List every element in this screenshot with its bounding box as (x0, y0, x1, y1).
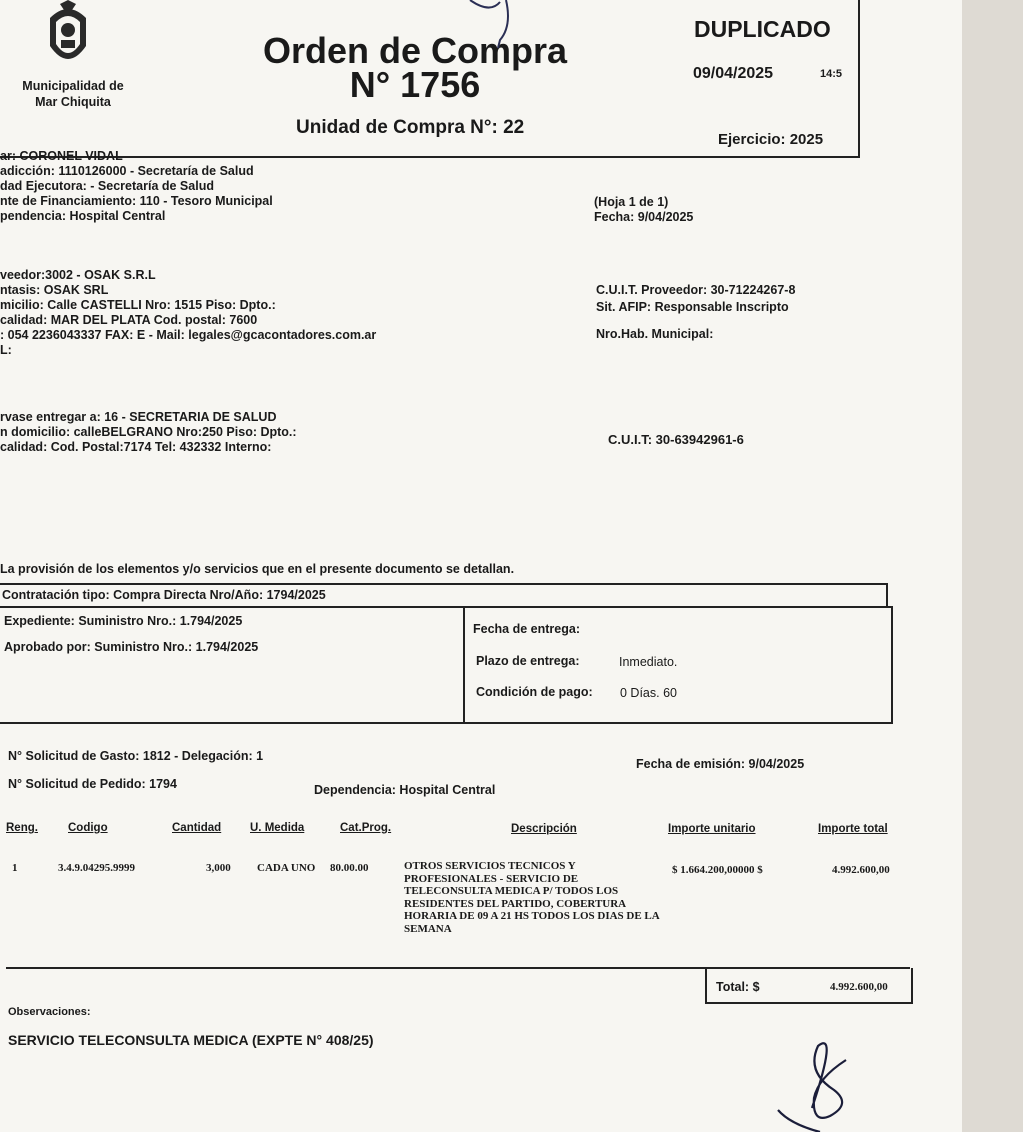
exercise-year: Ejercicio: 2025 (718, 131, 824, 148)
col-codigo-header: Codigo (68, 822, 108, 834)
total-value: 4.992.600,00 (830, 981, 888, 993)
total-label: Total: $ (716, 980, 760, 994)
bottom-signature-stroke (778, 1043, 846, 1132)
observations-label: Observaciones: (8, 1006, 91, 1018)
issue-date: Fecha de emisión: 9/04/2025 (636, 757, 805, 771)
delivery-date-label: Fecha de entrega: (473, 622, 580, 636)
supplier-line: ntasis: OSAK SRL (0, 283, 109, 297)
delivery-line: calidad: Cod. Postal:7174 Tel: 432332 Interno: (0, 440, 272, 454)
delivery-term-label: Plazo de entrega: (476, 654, 580, 668)
payment-condition-value: 0 Días. 60 (620, 686, 677, 700)
delivery-term-value: Inmediato. (619, 655, 678, 669)
supplier-cuit: C.U.I.T. Proveedor: 30-71224267-8 (596, 283, 796, 297)
expense-request: N° Solicitud de Gasto: 1812 - Delegación: 1 (8, 749, 264, 763)
payment-condition-label: Condición de pago: (476, 685, 593, 699)
col-medida-header: U. Medida (250, 822, 305, 834)
info-line: pendencia: Hospital Central (0, 209, 166, 223)
info-line: ar: CORONEL VIDAL (0, 149, 123, 163)
row-total: 4.992.600,00 (832, 864, 890, 876)
row-reng: 1 (12, 862, 18, 874)
supplier-line: L: (0, 343, 12, 357)
approved-by: Aprobado por: Suministro Nro.: 1.794/2025 (4, 640, 259, 654)
col-reng-header: Reng. (6, 822, 38, 834)
supplier-line: micilio: Calle CASTELLI Nro: 1515 Piso: Dpto.: (0, 298, 276, 312)
row-cantidad: 3,000 (206, 862, 231, 874)
row-codigo: 3.4.9.04295.9999 (58, 862, 135, 874)
info-line: adicción: 1110126000 - Secretaría de Salud (0, 164, 254, 178)
observations-text: SERVICIO TELECONSULTA MEDICA (EXPTE N° 408/25) (8, 1032, 374, 1048)
col-total-header: Importe total (818, 823, 888, 835)
supplier-line: : 054 2236043337 FAX: E - Mail: legales@gcacontadores.com.ar (0, 328, 377, 342)
delivery-line: rvase entregar a: 16 - SECRETARIA DE SALUD (0, 410, 277, 424)
delivery-line: n domicilio: calleBELGRANO Nro:250 Piso: Dpto.: (0, 425, 297, 439)
info-line: dad Ejecutora: - Secretaría de Salud (0, 179, 214, 193)
expediente: Expediente: Suministro Nro.: 1.794/2025 (4, 614, 243, 628)
col-cantidad-header: Cantidad (172, 822, 222, 834)
sheet-count: (Hoja 1 de 1) (594, 195, 669, 209)
title-line-1: Orden de Compra (262, 30, 568, 71)
supplier-line: calidad: MAR DEL PLATA Cod. postal: 7600 (0, 313, 258, 327)
municipality-line-1: Municipalidad de (22, 79, 124, 93)
order-number: N° 1756 (349, 64, 481, 105)
afip-status: Sit. AFIP: Responsable Inscripto (596, 300, 789, 314)
contract-type: Contratación tipo: Compra Directa Nro/Año: 1794/2025 (2, 588, 326, 602)
row-cat: 80.00.00 (330, 862, 369, 874)
col-desc-header: Descripción (511, 823, 577, 835)
row-unit-price: $ 1.664.200,00000 $ (672, 864, 763, 876)
col-cat-header: Cat.Prog. (340, 822, 392, 834)
header-date: 09/04/2025 (693, 65, 774, 82)
municipality-line-2: Mar Chiquita (35, 95, 111, 109)
row-descripcion: OTROS SERVICIOS TECNICOS Y PROFESIONALES - SERVICIO DE TELECONSULTA MEDICA P/ TODOS LOS RESIDENTES DEL PARTIDO, COBERTURA HORARIA DE 09 A 21 HS TODOS LOS DIAS DE LA SEMANA (404, 860, 660, 935)
purchase-unit: Unidad de Compra N°: 22 (296, 117, 525, 138)
top-signature-stroke (470, 0, 508, 48)
request-dependency: Dependencia: Hospital Central (314, 783, 496, 797)
provision-text: La provisión de los elementos y/o servicios que en el presente documento se detallan. (0, 562, 515, 576)
header-time: 14:5 (820, 68, 843, 80)
delivery-cuit: C.U.I.T: 30-63942961-6 (608, 432, 744, 447)
info-line: nte de Financiamiento: 110 - Tesoro Municipal (0, 194, 273, 208)
col-unit-price-header: Importe unitario (668, 823, 756, 835)
info-date: Fecha: 9/04/2025 (594, 210, 694, 224)
supplier-line: veedor:3002 - OSAK S.R.L (0, 268, 156, 282)
copy-label: DUPLICADO (694, 16, 831, 42)
order-request: N° Solicitud de Pedido: 1794 (8, 777, 177, 791)
row-medida: CADA UNO (257, 862, 316, 874)
municipal-license: Nro.Hab. Municipal: (596, 327, 714, 341)
